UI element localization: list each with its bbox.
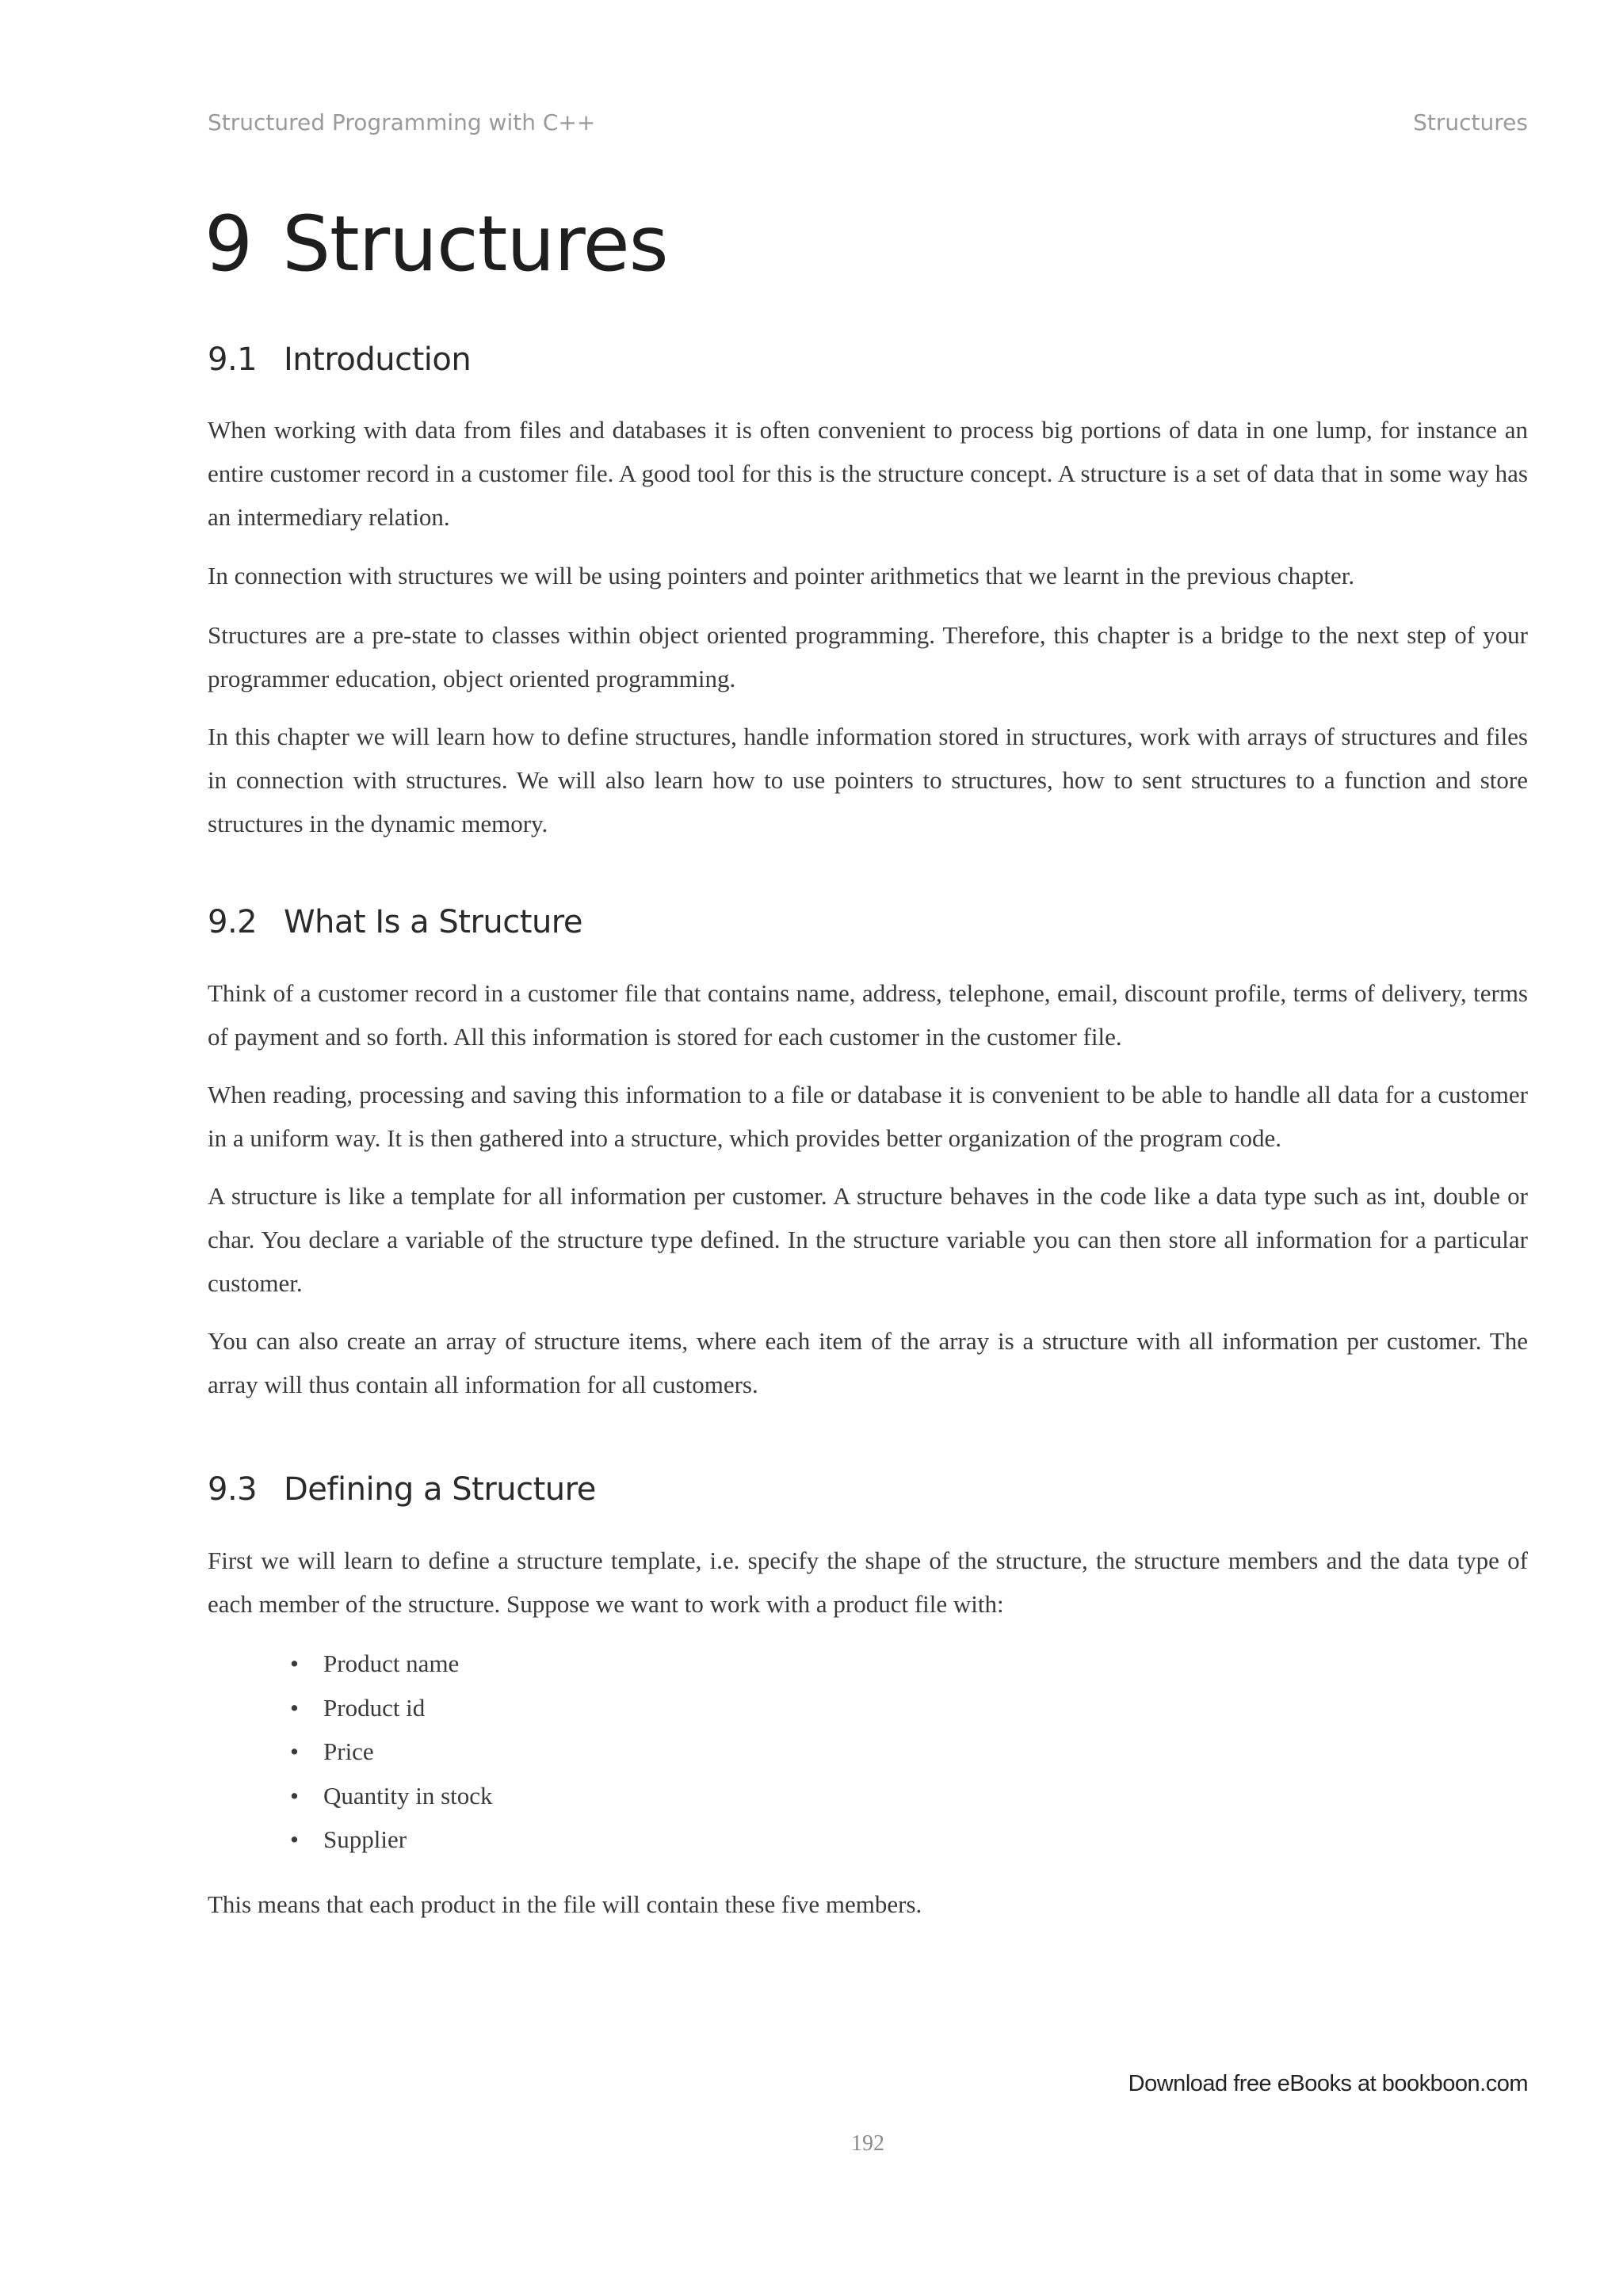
running-header: [208, 109, 1528, 144]
header-book-title: Structured Programming with C++: [208, 109, 596, 135]
paragraph: A structure is like a template for all information per customer. A structure behaves in the code like a data type such as int, double or char. You declare a variable of the structure type defined. In the structure variable you can then store all information for a particular customer.: [208, 1182, 1528, 1297]
list-item-text: Supplier: [323, 1825, 407, 1853]
paragraph: Structures are a pre-state to classes within object oriented programming. Therefore, this chapter is a bridge to the next step of your programmer education, object oriented programming.: [208, 621, 1528, 692]
section-heading-what-is-a-structure: [208, 900, 582, 944]
document-page: [204, 0, 1528, 2296]
list-item-text: Quantity in stock: [323, 1781, 493, 1810]
section-heading-defining-a-structure: [208, 1467, 596, 1512]
paragraph: In this chapter we will learn how to define structures, handle information stored in structures, work with arrays of structures and files in connection with structures. We will also learn how to use pointers to structures, how to sent structures to a function and store structures in the dynamic memory.: [208, 723, 1528, 837]
list-item: [208, 1817, 493, 1862]
section-title: Defining a Structure: [284, 1471, 596, 1508]
paragraph: First we will learn to define a structure template, i.e. specify the shape of the structure, the structure members and the data type of each member of the structure. Suppose we want to work with a product file with:: [208, 1547, 1528, 1618]
list-item-text: Product name: [323, 1650, 460, 1677]
footer-promo-link[interactable]: Download free eBooks at bookboon.com: [1128, 2071, 1528, 2096]
section-number: 9.3: [208, 1471, 258, 1508]
bullet-icon: •: [290, 1737, 299, 1765]
bullet-icon: •: [290, 1650, 299, 1677]
paragraph: You can also create an array of structure items, where each item of the array is a structure with all information per customer. The array will thus contain all information for all customers.: [208, 1327, 1528, 1398]
list-item: [208, 1686, 493, 1730]
paragraph: This means that each product in the file will contain these five members.: [208, 1890, 922, 1918]
list-item: [208, 1730, 493, 1774]
section-title: Introduction: [284, 341, 472, 378]
section-number: 9.1: [208, 341, 258, 378]
list-item-text: Price: [323, 1737, 374, 1765]
section-heading-introduction: [208, 338, 471, 382]
page-number: 192: [851, 2131, 884, 2156]
paragraph: When working with data from files and databases it is often convenient to process big portions of data in one lump, for instance an entire customer record in a customer file. A good tool for this is the structure concept. A structure is a set of data that in some way has an intermediary relation.: [208, 416, 1528, 531]
list-item: [208, 1774, 493, 1818]
bullet-list: [208, 1642, 493, 1862]
bullet-icon: •: [290, 1693, 299, 1722]
paragraph: Think of a customer record in a customer file that contains name, address, telephone, email, discount profile, terms of delivery, terms of payment and so forth. All this information is stored for each customer in the customer file.: [208, 979, 1528, 1051]
list-item: [208, 1642, 493, 1686]
bullet-icon: •: [290, 1825, 299, 1853]
header-chapter-name: Structures: [1413, 109, 1528, 135]
section-number: 9.2: [208, 904, 258, 940]
bullet-icon: •: [290, 1781, 299, 1810]
paragraph: In connection with structures we will be using pointers and pointer arithmetics that we learnt in the previous chapter.: [208, 562, 1355, 589]
chapter-title: [204, 196, 668, 292]
paragraph: When reading, processing and saving this information to a file or database it is convenient to be able to handle all data for a customer in a uniform way. It is then gathered into a structure, which provides better organization of the program code.: [208, 1081, 1528, 1152]
chapter-title-text: Structures: [282, 200, 668, 288]
section-title: What Is a Structure: [284, 904, 582, 940]
chapter-number: 9: [204, 200, 253, 288]
list-item-text: Product id: [323, 1693, 426, 1722]
